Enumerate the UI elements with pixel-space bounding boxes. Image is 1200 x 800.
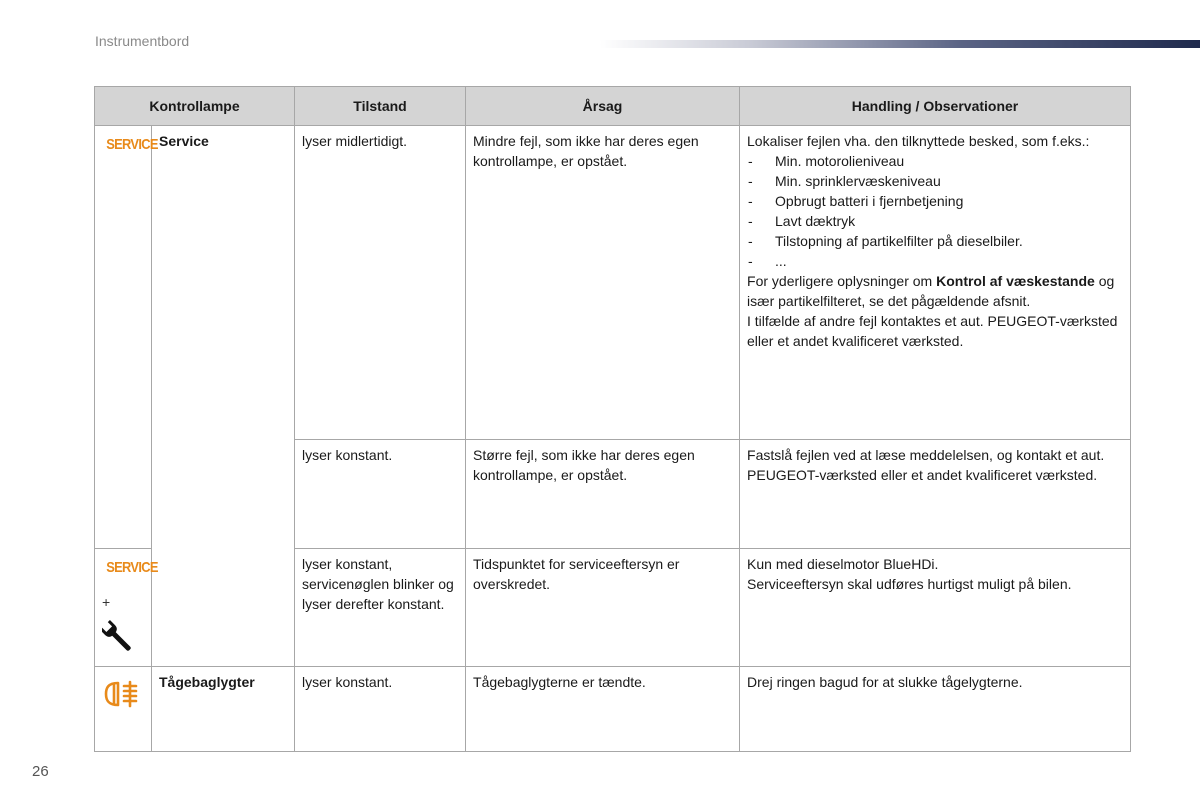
section-title: Instrumentbord bbox=[95, 33, 190, 49]
table-row bbox=[95, 126, 1131, 440]
action-line: Kun med dieselmotor BlueHDi. bbox=[747, 556, 939, 572]
rear-fog-lamp-icon bbox=[102, 678, 140, 710]
column-header-kontrollampe: Kontrollampe bbox=[95, 87, 295, 126]
state-cell: lyser konstant. bbox=[295, 667, 466, 752]
action-cell: Drej ringen bagud for at slukke tågelygterne. bbox=[740, 667, 1131, 752]
state-cell: lyser konstant. bbox=[295, 440, 466, 549]
cause-cell: Mindre fejl, som ikke har deres egen kontrollampe, er opstået. bbox=[466, 126, 740, 440]
action-line: Serviceeftersyn skal udføres hurtigst muligt på bilen. bbox=[747, 576, 1072, 592]
column-header-tilstand: Tilstand bbox=[295, 87, 466, 126]
table-header-row bbox=[95, 87, 1131, 126]
action-list bbox=[747, 151, 1123, 271]
action-other: I tilfælde af andre fejl kontaktes et aut. PEUGEOT-værksted eller et andet kvalificeret værksted. bbox=[747, 313, 1118, 349]
column-header-handling: Handling / Observationer bbox=[740, 87, 1131, 126]
list-item: - Opbrugt batteri i fjernbetjening bbox=[747, 191, 1123, 211]
lamp-name-service: Service bbox=[152, 126, 295, 667]
action-more-suffix: og især partikelfilteret, se det pågældende afsnit. bbox=[747, 273, 1115, 309]
service-wrench-icon-cell bbox=[95, 549, 158, 667]
state-cell: lyser midlertidigt. bbox=[295, 126, 466, 440]
cause-cell: Større fejl, som ikke har deres egen kontrollampe, er opstået. bbox=[466, 440, 740, 549]
list-item: - Min. motorolieniveau bbox=[747, 151, 1123, 171]
list-item: - ... bbox=[747, 251, 1123, 271]
header-gradient-bar bbox=[600, 40, 1200, 48]
action-more-prefix: For yderligere oplysninger om bbox=[747, 273, 937, 289]
plus-sign: + bbox=[102, 594, 111, 610]
table-row bbox=[95, 667, 1131, 752]
action-more-info bbox=[747, 271, 1123, 311]
action-cell: Fastslå fejlen ved at læse meddelelsen, og kontakt et aut. PEUGEOT-værksted eller et andet kvalificeret værksted. bbox=[740, 440, 1131, 549]
service-icon-cell bbox=[95, 126, 158, 549]
cross-reference: Kontrol af væskestande bbox=[936, 273, 1095, 289]
list-item: - Tilstopning af partikelfilter på dieselbiler. bbox=[747, 231, 1123, 251]
action-intro: Lokaliser fejlen vha. den tilknyttede besked, som f.eks.: bbox=[747, 133, 1090, 149]
cause-cell: Tågebaglygterne er tændte. bbox=[466, 667, 740, 752]
wrench-icon bbox=[102, 618, 132, 656]
action-cell bbox=[740, 549, 1131, 667]
cause-cell: Tidspunktet for serviceeftersyn er overskredet. bbox=[466, 549, 740, 667]
column-header-aarsag: Årsag bbox=[466, 87, 740, 126]
fog-icon-cell bbox=[95, 667, 152, 752]
list-item: - Lavt dæktryk bbox=[747, 211, 1123, 231]
service-warning-icon: SERVICE bbox=[106, 559, 158, 576]
service-warning-icon: SERVICE bbox=[106, 136, 158, 153]
state-cell: lyser konstant, servicenøglen blinker og lyser derefter konstant. bbox=[295, 549, 466, 667]
action-cell bbox=[740, 126, 1131, 440]
list-item: - Min. sprinklervæskeniveau bbox=[747, 171, 1123, 191]
page-number: 26 bbox=[32, 763, 49, 780]
lamp-name-fog: Tågebaglygter bbox=[152, 667, 295, 752]
warning-lamp-table bbox=[94, 86, 1131, 752]
